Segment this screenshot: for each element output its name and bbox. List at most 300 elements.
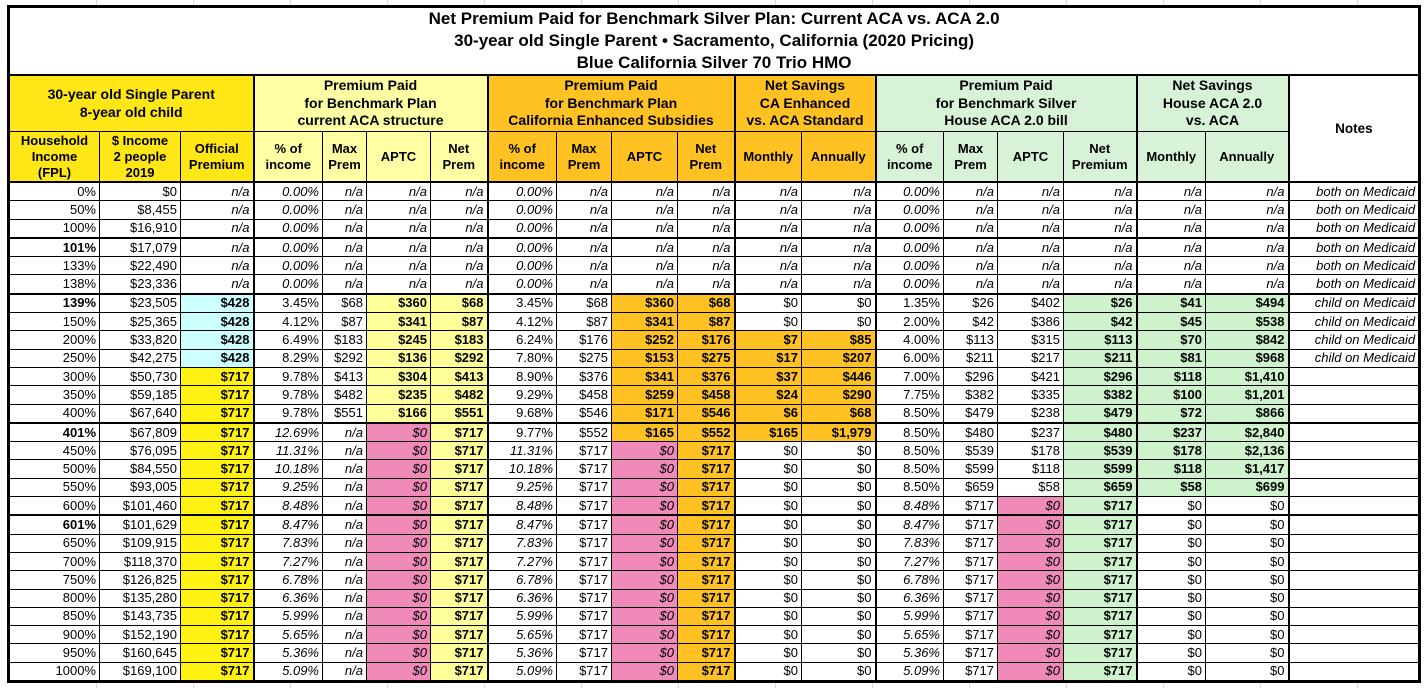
cell-net-prem-ca[interactable]: $717 — [678, 571, 735, 589]
cell-net-premium-house[interactable]: $599 — [1064, 460, 1137, 478]
cell-max-prem-ca[interactable]: $717 — [557, 626, 612, 644]
cell-aptc-house[interactable]: $0 — [998, 662, 1064, 681]
cell-pct-income-ca[interactable]: 0.00% — [488, 275, 557, 294]
cell-aptc-house[interactable]: $0 — [998, 589, 1064, 607]
cell-net-premium-house[interactable]: n/a — [1064, 219, 1137, 238]
cell-fpl[interactable]: 400% — [9, 404, 100, 423]
cell-pct-income-ca[interactable]: 9.29% — [488, 386, 557, 404]
cell-savings-house-annually[interactable]: $0 — [1206, 626, 1289, 644]
cell-max-prem-ca[interactable]: $717 — [557, 644, 612, 662]
cell-fpl[interactable]: 150% — [9, 313, 100, 331]
cell-aptc-house[interactable]: n/a — [998, 275, 1064, 294]
cell-aptc-ca[interactable]: $0 — [612, 662, 678, 681]
cell-pct-income-aca[interactable]: 9.25% — [254, 478, 323, 496]
cell-savings-house-monthly[interactable]: $81 — [1137, 349, 1206, 367]
cell-official-premium[interactable]: n/a — [181, 257, 254, 275]
cell-max-prem-house[interactable]: n/a — [944, 238, 998, 257]
cell-fpl[interactable]: 601% — [9, 515, 100, 534]
cell-notes[interactable]: both on Medicaid — [1289, 201, 1420, 219]
cell-aptc-aca[interactable]: $0 — [367, 423, 431, 442]
cell-income[interactable]: $152,190 — [100, 626, 181, 644]
cell-fpl[interactable]: 250% — [9, 349, 100, 367]
cell-fpl[interactable]: 101% — [9, 238, 100, 257]
cell-pct-income-aca[interactable]: 5.36% — [254, 644, 323, 662]
cell-savings-house-monthly[interactable]: $118 — [1137, 460, 1206, 478]
cell-official-premium[interactable]: $717 — [181, 644, 254, 662]
cell-aptc-aca[interactable]: n/a — [367, 219, 431, 238]
cell-aptc-house[interactable]: $315 — [998, 331, 1064, 349]
cell-net-prem-aca[interactable]: $717 — [431, 497, 488, 516]
cell-notes[interactable] — [1289, 534, 1420, 552]
cell-max-prem-house[interactable]: $113 — [944, 331, 998, 349]
cell-income[interactable]: $17,079 — [100, 238, 181, 257]
cell-savings-house-monthly[interactable]: $0 — [1137, 607, 1206, 625]
cell-savings-ca-annually[interactable]: $0 — [802, 497, 876, 516]
cell-official-premium[interactable]: $717 — [181, 386, 254, 404]
group-header-net-savings-ca[interactable] — [735, 75, 876, 132]
cell-income[interactable]: $0 — [100, 182, 181, 201]
cell-fpl[interactable]: 0% — [9, 182, 100, 201]
cell-net-prem-aca[interactable]: $717 — [431, 460, 488, 478]
cell-savings-house-monthly[interactable]: $70 — [1137, 331, 1206, 349]
cell-net-premium-house[interactable]: $717 — [1064, 607, 1137, 625]
cell-max-prem-aca[interactable]: n/a — [323, 182, 367, 201]
cell-max-prem-ca[interactable]: $68 — [557, 294, 612, 313]
cell-savings-house-monthly[interactable]: n/a — [1137, 219, 1206, 238]
cell-aptc-aca[interactable]: $0 — [367, 644, 431, 662]
cell-aptc-aca[interactable]: n/a — [367, 238, 431, 257]
cell-income[interactable]: $23,505 — [100, 294, 181, 313]
cell-savings-house-monthly[interactable]: $41 — [1137, 294, 1206, 313]
cell-net-premium-house[interactable]: $717 — [1064, 497, 1137, 516]
cell-savings-ca-monthly[interactable]: $0 — [735, 607, 802, 625]
cell-max-prem-house[interactable]: $599 — [944, 460, 998, 478]
cell-aptc-aca[interactable]: $0 — [367, 442, 431, 460]
cell-official-premium[interactable]: $428 — [181, 349, 254, 367]
cell-net-premium-house[interactable]: $717 — [1064, 534, 1137, 552]
cell-aptc-house[interactable]: $118 — [998, 460, 1064, 478]
cell-savings-ca-annually[interactable]: $0 — [802, 313, 876, 331]
cell-pct-income-aca[interactable]: 3.45% — [254, 294, 323, 313]
cell-savings-ca-monthly[interactable]: $0 — [735, 294, 802, 313]
cell-savings-ca-monthly[interactable]: $165 — [735, 423, 802, 442]
cell-pct-income-aca[interactable]: 5.65% — [254, 626, 323, 644]
cell-pct-income-aca[interactable]: 7.83% — [254, 534, 323, 552]
cell-savings-house-monthly[interactable]: $0 — [1137, 552, 1206, 570]
cell-savings-ca-monthly[interactable]: $0 — [735, 515, 802, 534]
cell-max-prem-ca[interactable]: $717 — [557, 478, 612, 496]
cell-aptc-ca[interactable]: $252 — [612, 331, 678, 349]
cell-pct-income-house[interactable]: 5.65% — [876, 626, 944, 644]
cell-net-prem-aca[interactable]: $413 — [431, 367, 488, 385]
cell-aptc-house[interactable]: n/a — [998, 219, 1064, 238]
cell-official-premium[interactable]: $717 — [181, 497, 254, 516]
cell-savings-ca-annually[interactable]: $0 — [802, 644, 876, 662]
cell-max-prem-ca[interactable]: n/a — [557, 275, 612, 294]
cell-max-prem-house[interactable]: n/a — [944, 257, 998, 275]
cell-savings-ca-annually[interactable]: $0 — [802, 607, 876, 625]
cell-savings-ca-annually[interactable]: $0 — [802, 294, 876, 313]
cell-max-prem-aca[interactable]: n/a — [323, 442, 367, 460]
cell-max-prem-ca[interactable]: n/a — [557, 201, 612, 219]
cell-aptc-ca[interactable]: $0 — [612, 460, 678, 478]
cell-savings-house-annually[interactable]: $2,840 — [1206, 423, 1289, 442]
cell-net-prem-aca[interactable]: $717 — [431, 478, 488, 496]
column-header-savings-house-annually[interactable] — [1206, 132, 1289, 183]
cell-pct-income-ca[interactable]: 0.00% — [488, 219, 557, 238]
cell-max-prem-aca[interactable]: $87 — [323, 313, 367, 331]
cell-max-prem-aca[interactable]: $68 — [323, 294, 367, 313]
cell-max-prem-ca[interactable]: $552 — [557, 423, 612, 442]
cell-aptc-house[interactable]: $0 — [998, 534, 1064, 552]
cell-savings-house-annually[interactable]: $0 — [1206, 552, 1289, 570]
cell-fpl[interactable]: 138% — [9, 275, 100, 294]
column-header-savings-house-monthly[interactable] — [1137, 132, 1206, 183]
group-header-house-aca20[interactable] — [876, 75, 1137, 132]
cell-income[interactable]: $8,455 — [100, 201, 181, 219]
cell-pct-income-aca[interactable]: 4.12% — [254, 313, 323, 331]
cell-savings-ca-annually[interactable]: $0 — [802, 460, 876, 478]
cell-fpl[interactable]: 133% — [9, 257, 100, 275]
cell-pct-income-house[interactable]: 0.00% — [876, 219, 944, 238]
cell-net-premium-house[interactable]: $717 — [1064, 515, 1137, 534]
cell-net-prem-aca[interactable]: $717 — [431, 644, 488, 662]
cell-official-premium[interactable]: $717 — [181, 404, 254, 423]
cell-pct-income-ca[interactable]: 11.31% — [488, 442, 557, 460]
cell-net-prem-ca[interactable]: $717 — [678, 442, 735, 460]
cell-savings-ca-monthly[interactable]: $0 — [735, 534, 802, 552]
cell-pct-income-aca[interactable]: 8.29% — [254, 349, 323, 367]
cell-pct-income-ca[interactable]: 8.47% — [488, 515, 557, 534]
cell-max-prem-aca[interactable]: n/a — [323, 662, 367, 681]
cell-pct-income-ca[interactable]: 0.00% — [488, 238, 557, 257]
cell-net-prem-aca[interactable]: $87 — [431, 313, 488, 331]
cell-aptc-house[interactable]: $421 — [998, 367, 1064, 385]
cell-pct-income-ca[interactable]: 9.77% — [488, 423, 557, 442]
cell-aptc-ca[interactable]: $360 — [612, 294, 678, 313]
cell-savings-house-monthly[interactable]: n/a — [1137, 257, 1206, 275]
cell-savings-house-annually[interactable]: $1,417 — [1206, 460, 1289, 478]
cell-savings-ca-monthly[interactable]: $7 — [735, 331, 802, 349]
cell-aptc-ca[interactable]: $341 — [612, 313, 678, 331]
cell-aptc-house[interactable]: n/a — [998, 201, 1064, 219]
cell-net-prem-ca[interactable]: $376 — [678, 367, 735, 385]
cell-aptc-ca[interactable]: $259 — [612, 386, 678, 404]
cell-pct-income-house[interactable]: 7.00% — [876, 367, 944, 385]
cell-net-prem-ca[interactable]: $87 — [678, 313, 735, 331]
cell-pct-income-ca[interactable]: 8.48% — [488, 497, 557, 516]
cell-net-prem-ca[interactable]: $717 — [678, 552, 735, 570]
cell-savings-house-annually[interactable]: n/a — [1206, 257, 1289, 275]
cell-max-prem-aca[interactable]: n/a — [323, 497, 367, 516]
cell-net-premium-house[interactable]: $42 — [1064, 313, 1137, 331]
cell-max-prem-aca[interactable]: n/a — [323, 644, 367, 662]
cell-aptc-ca[interactable]: $0 — [612, 589, 678, 607]
cell-pct-income-house[interactable]: 6.36% — [876, 589, 944, 607]
cell-fpl[interactable]: 900% — [9, 626, 100, 644]
cell-net-prem-aca[interactable]: $717 — [431, 442, 488, 460]
cell-savings-ca-annually[interactable]: $0 — [802, 534, 876, 552]
cell-aptc-ca[interactable]: $0 — [612, 515, 678, 534]
cell-aptc-aca[interactable]: $0 — [367, 552, 431, 570]
cell-pct-income-ca[interactable]: 7.27% — [488, 552, 557, 570]
cell-net-premium-house[interactable]: $717 — [1064, 626, 1137, 644]
cell-net-prem-ca[interactable]: $717 — [678, 644, 735, 662]
cell-savings-ca-annually[interactable]: $1,979 — [802, 423, 876, 442]
cell-official-premium[interactable]: n/a — [181, 219, 254, 238]
cell-savings-ca-annually[interactable]: n/a — [802, 238, 876, 257]
cell-net-prem-aca[interactable]: $551 — [431, 404, 488, 423]
cell-net-prem-ca[interactable]: n/a — [678, 238, 735, 257]
cell-net-prem-ca[interactable]: n/a — [678, 182, 735, 201]
cell-savings-ca-monthly[interactable]: $0 — [735, 626, 802, 644]
cell-net-prem-ca[interactable]: $275 — [678, 349, 735, 367]
cell-pct-income-house[interactable]: 8.50% — [876, 442, 944, 460]
cell-aptc-ca[interactable]: $153 — [612, 349, 678, 367]
cell-savings-house-monthly[interactable]: $0 — [1137, 571, 1206, 589]
cell-net-prem-aca[interactable]: $717 — [431, 607, 488, 625]
cell-official-premium[interactable]: $717 — [181, 478, 254, 496]
cell-net-premium-house[interactable]: $26 — [1064, 294, 1137, 313]
cell-savings-house-annually[interactable]: n/a — [1206, 182, 1289, 201]
cell-savings-ca-annually[interactable]: n/a — [802, 201, 876, 219]
cell-notes[interactable] — [1289, 552, 1420, 570]
cell-pct-income-house[interactable]: 1.35% — [876, 294, 944, 313]
cell-income[interactable]: $67,640 — [100, 404, 181, 423]
cell-savings-house-monthly[interactable]: $237 — [1137, 423, 1206, 442]
cell-notes[interactable] — [1289, 626, 1420, 644]
cell-max-prem-ca[interactable]: $376 — [557, 367, 612, 385]
cell-savings-house-annually[interactable]: n/a — [1206, 219, 1289, 238]
cell-notes[interactable]: both on Medicaid — [1289, 238, 1420, 257]
cell-pct-income-aca[interactable]: 5.09% — [254, 662, 323, 681]
cell-income[interactable]: $160,645 — [100, 644, 181, 662]
cell-aptc-aca[interactable]: $0 — [367, 626, 431, 644]
cell-savings-ca-monthly[interactable]: $0 — [735, 497, 802, 516]
cell-aptc-ca[interactable]: $0 — [612, 442, 678, 460]
cell-pct-income-ca[interactable]: 5.09% — [488, 662, 557, 681]
cell-fpl[interactable]: 100% — [9, 219, 100, 238]
cell-pct-income-ca[interactable]: 10.18% — [488, 460, 557, 478]
cell-max-prem-house[interactable]: $211 — [944, 349, 998, 367]
column-header-max-prem-ca[interactable] — [557, 132, 612, 183]
cell-income[interactable]: $59,185 — [100, 386, 181, 404]
cell-max-prem-ca[interactable]: $176 — [557, 331, 612, 349]
cell-net-premium-house[interactable]: $717 — [1064, 571, 1137, 589]
cell-aptc-house[interactable]: $237 — [998, 423, 1064, 442]
cell-savings-house-annually[interactable]: $0 — [1206, 534, 1289, 552]
cell-net-prem-aca[interactable]: $292 — [431, 349, 488, 367]
cell-max-prem-aca[interactable]: n/a — [323, 534, 367, 552]
cell-net-prem-ca[interactable]: $717 — [678, 607, 735, 625]
cell-max-prem-ca[interactable]: $717 — [557, 552, 612, 570]
cell-official-premium[interactable]: $717 — [181, 515, 254, 534]
cell-aptc-ca[interactable]: $0 — [612, 534, 678, 552]
cell-savings-house-annually[interactable]: $0 — [1206, 571, 1289, 589]
cell-max-prem-aca[interactable]: n/a — [323, 552, 367, 570]
cell-max-prem-house[interactable]: $717 — [944, 607, 998, 625]
column-header-aptc-aca[interactable] — [367, 132, 431, 183]
cell-savings-ca-monthly[interactable]: $24 — [735, 386, 802, 404]
cell-notes[interactable] — [1289, 386, 1420, 404]
cell-pct-income-aca[interactable]: 6.78% — [254, 571, 323, 589]
cell-savings-ca-monthly[interactable]: n/a — [735, 238, 802, 257]
cell-aptc-house[interactable]: n/a — [998, 182, 1064, 201]
cell-notes[interactable] — [1289, 460, 1420, 478]
cell-aptc-ca[interactable]: $0 — [612, 607, 678, 625]
cell-pct-income-ca[interactable]: 0.00% — [488, 182, 557, 201]
cell-aptc-aca[interactable]: $0 — [367, 589, 431, 607]
cell-net-prem-ca[interactable]: $68 — [678, 294, 735, 313]
cell-savings-ca-annually[interactable]: n/a — [802, 275, 876, 294]
cell-pct-income-house[interactable]: 8.50% — [876, 423, 944, 442]
cell-max-prem-aca[interactable]: $551 — [323, 404, 367, 423]
cell-max-prem-house[interactable]: $382 — [944, 386, 998, 404]
cell-savings-ca-annually[interactable]: n/a — [802, 219, 876, 238]
cell-max-prem-house[interactable]: $296 — [944, 367, 998, 385]
cell-net-prem-ca[interactable]: $717 — [678, 626, 735, 644]
cell-max-prem-house[interactable]: $717 — [944, 662, 998, 681]
cell-savings-ca-annually[interactable]: n/a — [802, 182, 876, 201]
cell-aptc-ca[interactable]: $0 — [612, 644, 678, 662]
group-header-ca-enhanced[interactable] — [488, 75, 735, 132]
cell-fpl[interactable]: 650% — [9, 534, 100, 552]
cell-savings-house-monthly[interactable]: $178 — [1137, 442, 1206, 460]
cell-net-prem-aca[interactable]: $717 — [431, 589, 488, 607]
cell-aptc-aca[interactable]: $360 — [367, 294, 431, 313]
column-header-aptc-house[interactable] — [998, 132, 1064, 183]
cell-pct-income-house[interactable]: 0.00% — [876, 182, 944, 201]
cell-official-premium[interactable]: $717 — [181, 423, 254, 442]
cell-aptc-house[interactable]: $0 — [998, 497, 1064, 516]
column-header-net-prem-ca[interactable] — [678, 132, 735, 183]
cell-pct-income-house[interactable]: 8.50% — [876, 478, 944, 496]
cell-savings-ca-annually[interactable]: $0 — [802, 478, 876, 496]
cell-fpl[interactable]: 550% — [9, 478, 100, 496]
cell-pct-income-aca[interactable]: 12.69% — [254, 423, 323, 442]
cell-income[interactable]: $33,820 — [100, 331, 181, 349]
cell-aptc-aca[interactable]: $235 — [367, 386, 431, 404]
column-header-income[interactable] — [100, 132, 181, 183]
cell-aptc-house[interactable]: $0 — [998, 607, 1064, 625]
cell-max-prem-house[interactable]: $717 — [944, 589, 998, 607]
cell-max-prem-aca[interactable]: n/a — [323, 257, 367, 275]
cell-aptc-aca[interactable]: $0 — [367, 571, 431, 589]
cell-savings-house-annually[interactable]: $0 — [1206, 515, 1289, 534]
cell-income[interactable]: $126,825 — [100, 571, 181, 589]
cell-savings-house-monthly[interactable]: $45 — [1137, 313, 1206, 331]
cell-pct-income-aca[interactable]: 6.36% — [254, 589, 323, 607]
cell-net-prem-ca[interactable]: $717 — [678, 589, 735, 607]
cell-pct-income-ca[interactable]: 6.36% — [488, 589, 557, 607]
cell-notes[interactable]: both on Medicaid — [1289, 257, 1420, 275]
cell-net-prem-ca[interactable]: $717 — [678, 515, 735, 534]
cell-pct-income-house[interactable]: 2.00% — [876, 313, 944, 331]
cell-aptc-ca[interactable]: $171 — [612, 404, 678, 423]
cell-income[interactable]: $118,370 — [100, 552, 181, 570]
cell-savings-house-annually[interactable]: $2,136 — [1206, 442, 1289, 460]
cell-official-premium[interactable]: $428 — [181, 313, 254, 331]
cell-aptc-house[interactable]: $58 — [998, 478, 1064, 496]
cell-pct-income-ca[interactable]: 7.80% — [488, 349, 557, 367]
cell-max-prem-house[interactable]: n/a — [944, 182, 998, 201]
column-header-pct-income-ca[interactable] — [488, 132, 557, 183]
cell-savings-ca-annually[interactable]: $0 — [802, 571, 876, 589]
cell-aptc-aca[interactable]: n/a — [367, 182, 431, 201]
cell-pct-income-ca[interactable]: 9.68% — [488, 404, 557, 423]
cell-savings-house-monthly[interactable]: $0 — [1137, 626, 1206, 644]
cell-max-prem-ca[interactable]: $717 — [557, 442, 612, 460]
cell-pct-income-ca[interactable]: 8.90% — [488, 367, 557, 385]
cell-max-prem-ca[interactable]: n/a — [557, 238, 612, 257]
cell-net-prem-aca[interactable]: $717 — [431, 423, 488, 442]
cell-savings-house-monthly[interactable]: $72 — [1137, 404, 1206, 423]
column-header-max-prem-house[interactable] — [944, 132, 998, 183]
cell-net-premium-house[interactable]: $113 — [1064, 331, 1137, 349]
cell-savings-house-monthly[interactable]: $0 — [1137, 644, 1206, 662]
cell-max-prem-house[interactable]: $539 — [944, 442, 998, 460]
cell-net-prem-ca[interactable]: $717 — [678, 497, 735, 516]
cell-max-prem-house[interactable]: n/a — [944, 201, 998, 219]
cell-notes[interactable] — [1289, 515, 1420, 534]
cell-income[interactable]: $109,915 — [100, 534, 181, 552]
cell-max-prem-house[interactable]: $479 — [944, 404, 998, 423]
cell-pct-income-aca[interactable]: 8.47% — [254, 515, 323, 534]
cell-max-prem-aca[interactable]: $292 — [323, 349, 367, 367]
cell-official-premium[interactable]: $428 — [181, 294, 254, 313]
cell-max-prem-aca[interactable]: n/a — [323, 460, 367, 478]
cell-savings-house-monthly[interactable]: $0 — [1137, 497, 1206, 516]
cell-savings-house-annually[interactable]: n/a — [1206, 238, 1289, 257]
cell-max-prem-aca[interactable]: n/a — [323, 589, 367, 607]
cell-aptc-house[interactable]: $178 — [998, 442, 1064, 460]
cell-savings-house-annually[interactable]: $0 — [1206, 497, 1289, 516]
cell-pct-income-aca[interactable]: 0.00% — [254, 219, 323, 238]
cell-pct-income-house[interactable]: 7.75% — [876, 386, 944, 404]
cell-notes[interactable]: both on Medicaid — [1289, 219, 1420, 238]
cell-max-prem-ca[interactable]: $717 — [557, 662, 612, 681]
cell-aptc-aca[interactable]: $0 — [367, 534, 431, 552]
cell-pct-income-house[interactable]: 0.00% — [876, 238, 944, 257]
cell-pct-income-house[interactable]: 4.00% — [876, 331, 944, 349]
cell-fpl[interactable]: 600% — [9, 497, 100, 516]
cell-official-premium[interactable]: $717 — [181, 571, 254, 589]
cell-aptc-aca[interactable]: n/a — [367, 201, 431, 219]
cell-savings-ca-monthly[interactable]: $0 — [735, 552, 802, 570]
cell-savings-ca-monthly[interactable]: $0 — [735, 589, 802, 607]
cell-max-prem-aca[interactable]: n/a — [323, 571, 367, 589]
cell-fpl[interactable]: 500% — [9, 460, 100, 478]
cell-aptc-house[interactable]: n/a — [998, 238, 1064, 257]
cell-savings-ca-monthly[interactable]: $0 — [735, 460, 802, 478]
cell-pct-income-house[interactable]: 8.50% — [876, 460, 944, 478]
cell-net-premium-house[interactable]: $211 — [1064, 349, 1137, 367]
cell-aptc-ca[interactable]: $341 — [612, 367, 678, 385]
cell-aptc-ca[interactable]: $0 — [612, 497, 678, 516]
cell-max-prem-aca[interactable]: n/a — [323, 607, 367, 625]
cell-net-prem-aca[interactable]: $717 — [431, 662, 488, 681]
cell-net-prem-aca[interactable]: $68 — [431, 294, 488, 313]
column-header-aptc-ca[interactable] — [612, 132, 678, 183]
cell-savings-ca-annually[interactable]: $68 — [802, 404, 876, 423]
cell-aptc-aca[interactable]: $0 — [367, 497, 431, 516]
cell-income[interactable]: $135,280 — [100, 589, 181, 607]
group-header-net-savings-house[interactable] — [1137, 75, 1289, 132]
cell-net-prem-aca[interactable]: n/a — [431, 238, 488, 257]
cell-aptc-house[interactable]: $0 — [998, 571, 1064, 589]
cell-net-premium-house[interactable]: $480 — [1064, 423, 1137, 442]
cell-net-prem-ca[interactable]: $717 — [678, 478, 735, 496]
